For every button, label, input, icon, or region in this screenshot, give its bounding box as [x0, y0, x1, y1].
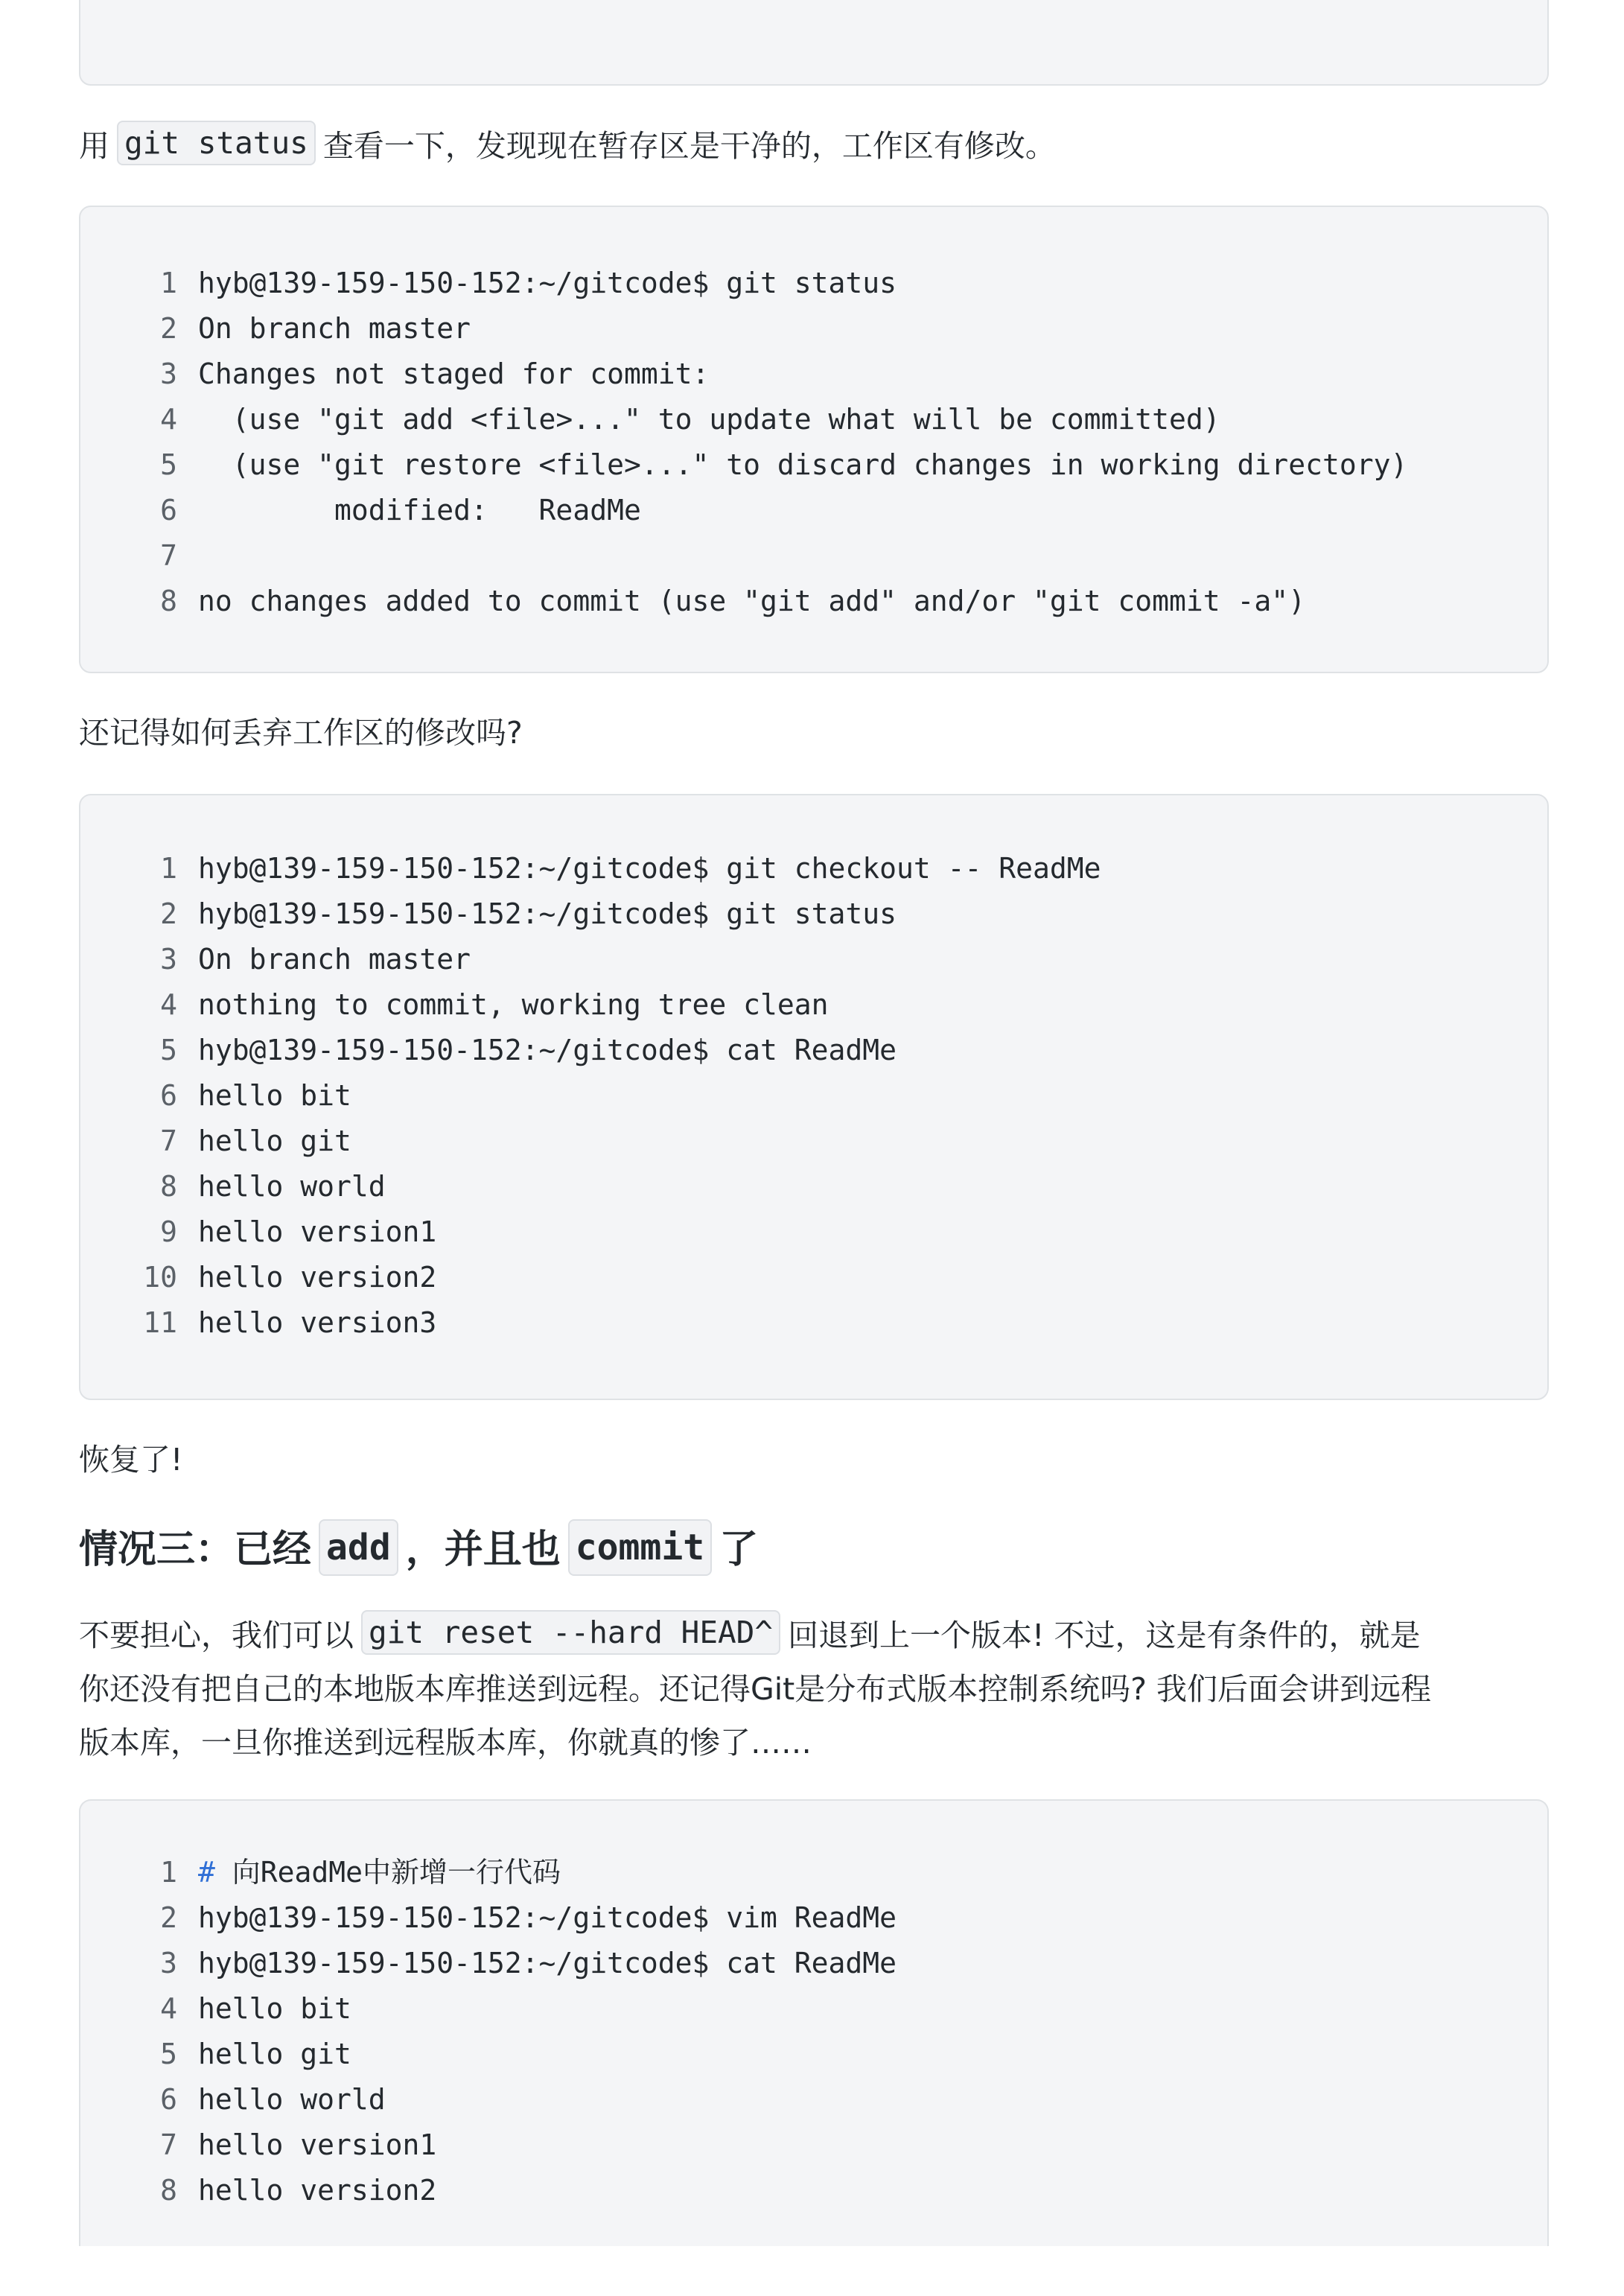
code-line — [80, 442, 1547, 487]
code-line — [80, 2077, 1547, 2122]
line-number: 7 — [160, 2128, 177, 2161]
code-line — [80, 1028, 1547, 1072]
line-number: 2 — [160, 1901, 177, 1934]
line-number: 5 — [160, 1034, 177, 1066]
line-text: hyb@139-159-150-152:~/gitcode$ git status — [198, 897, 897, 930]
explain-line-1 — [79, 1609, 1561, 1662]
code-line — [80, 579, 1547, 623]
line-number: 1 — [160, 1856, 177, 1889]
code-line — [80, 891, 1547, 936]
line-number: 7 — [160, 539, 177, 572]
line-number: 11 — [143, 1306, 177, 1339]
line-text: hello world — [198, 2083, 386, 2116]
line-text: hello bit — [198, 1079, 351, 1112]
line-number: 8 — [160, 2174, 177, 2207]
code-line — [80, 2122, 1547, 2167]
line-text: hello git — [198, 1125, 351, 1157]
line-number: 6 — [160, 494, 177, 527]
code-line — [80, 846, 1547, 891]
line-number: 4 — [160, 988, 177, 1021]
inline-code-add: add — [319, 1519, 398, 1576]
code-line — [80, 937, 1547, 982]
code-block-reset — [79, 1799, 1549, 2246]
line-text: hello world — [198, 1170, 386, 1203]
intro-paragraph — [79, 119, 1561, 173]
line-number: 2 — [160, 312, 177, 345]
line-number: 10 — [143, 1261, 177, 1294]
code-line — [80, 2168, 1547, 2213]
line-text: Changes not staged for commit: — [198, 357, 710, 390]
comment-hash: # — [198, 1856, 215, 1889]
line-text: modified: ReadMe — [198, 494, 641, 527]
code-line — [80, 1986, 1547, 2031]
line-number: 2 — [160, 897, 177, 930]
code-line — [80, 1073, 1547, 1118]
line-text: (use "git restore <file>..." to discard changes in working directory) — [198, 448, 1408, 481]
code-line — [80, 397, 1547, 442]
code-block-status — [79, 206, 1549, 673]
intro-pre: 用 — [79, 128, 109, 164]
code-block-checkout — [79, 794, 1549, 1400]
line-text: no changes added to commit (use "git add" and/or "git commit -a") — [198, 585, 1306, 617]
code-line — [80, 1300, 1547, 1345]
line-text: hello version1 — [198, 1215, 437, 1248]
code-line — [80, 982, 1547, 1027]
code-line — [80, 306, 1547, 351]
line-number: 1 — [160, 267, 177, 299]
code-line — [80, 533, 1547, 578]
line-text: hyb@139-159-150-152:~/gitcode$ git checkout -- ReadMe — [198, 852, 1101, 885]
code-line-comment — [80, 1850, 1547, 1895]
line-number: 8 — [160, 585, 177, 617]
line-text: (use "git add <file>..." to update what will be committed) — [198, 403, 1220, 436]
line-number: 3 — [160, 1947, 177, 1979]
code-line — [80, 1255, 1547, 1300]
line-text: hyb@139-159-150-152:~/gitcode$ vim ReadMe — [198, 1901, 897, 1934]
inline-code-git-status: git status — [117, 121, 316, 165]
line-number: 3 — [160, 943, 177, 976]
line-number: 7 — [160, 1125, 177, 1157]
line-number: 5 — [160, 2038, 177, 2070]
line-text: hello version2 — [198, 1261, 437, 1294]
line-text: hello version1 — [198, 2128, 437, 2161]
code-line — [80, 1941, 1547, 1985]
inline-code-git-reset: git reset --hard HEAD^ — [361, 1610, 780, 1655]
line-text: On branch master — [198, 312, 471, 345]
explain-post: 回退到上一个版本! 不过，这是有条件的，就是 — [788, 1618, 1421, 1653]
line-number: 8 — [160, 1170, 177, 1203]
code-line — [80, 352, 1547, 396]
line-text: nothing to commit, working tree clean — [198, 988, 829, 1021]
line-text: hello git — [198, 2038, 351, 2070]
line-number: 6 — [160, 1079, 177, 1112]
line-number: 9 — [160, 1215, 177, 1248]
inline-code-commit: commit — [568, 1519, 712, 1576]
line-number: 4 — [160, 403, 177, 436]
code-line — [80, 261, 1547, 305]
previous-code-block — [79, 0, 1549, 86]
line-number: 3 — [160, 357, 177, 390]
explain-pre: 不要担心，我们可以 — [79, 1618, 354, 1653]
code-line — [80, 1209, 1547, 1254]
explain-line-3: 版本库，一旦你推送到远程版本库，你就真的惨了…… — [79, 1725, 812, 1761]
recovered-paragraph: 恢复了! — [79, 1442, 183, 1478]
question-paragraph: 还记得如何丢弃工作区的修改吗? — [79, 715, 523, 751]
code-line — [80, 488, 1547, 532]
code-line — [80, 1895, 1547, 1940]
heading-part: 情况三：已经 — [79, 1527, 312, 1572]
heading-part: ，并且也 — [405, 1527, 561, 1572]
line-text: hello bit — [198, 1992, 351, 2025]
line-text: hello version2 — [198, 2174, 437, 2207]
line-text: hyb@139-159-150-152:~/gitcode$ git status — [198, 267, 897, 299]
line-number: 4 — [160, 1992, 177, 2025]
intro-post: 查看一下，发现现在暂存区是干净的，工作区有修改。 — [322, 128, 1056, 164]
code-line — [80, 1164, 1547, 1209]
line-text: hyb@139-159-150-152:~/gitcode$ cat ReadMe — [198, 1034, 897, 1066]
explain-line-2: 你还没有把自己的本地版本库推送到远程。还记得Git是分布式版本控制系统吗? 我们后面会讲到远程 — [79, 1671, 1432, 1707]
heading-part: 了 — [719, 1527, 759, 1572]
code-line — [80, 2032, 1547, 2076]
comment-text: 向ReadMe中新增一行代码 — [232, 1856, 561, 1889]
line-text: On branch master — [198, 943, 471, 976]
line-text: hyb@139-159-150-152:~/gitcode$ cat ReadMe — [198, 1947, 897, 1979]
line-number: 1 — [160, 852, 177, 885]
code-line — [80, 1119, 1547, 1163]
line-number: 5 — [160, 448, 177, 481]
section-heading — [79, 1516, 758, 1583]
line-text — [198, 1850, 561, 1895]
line-text: hello version3 — [198, 1306, 437, 1339]
line-number: 6 — [160, 2083, 177, 2116]
